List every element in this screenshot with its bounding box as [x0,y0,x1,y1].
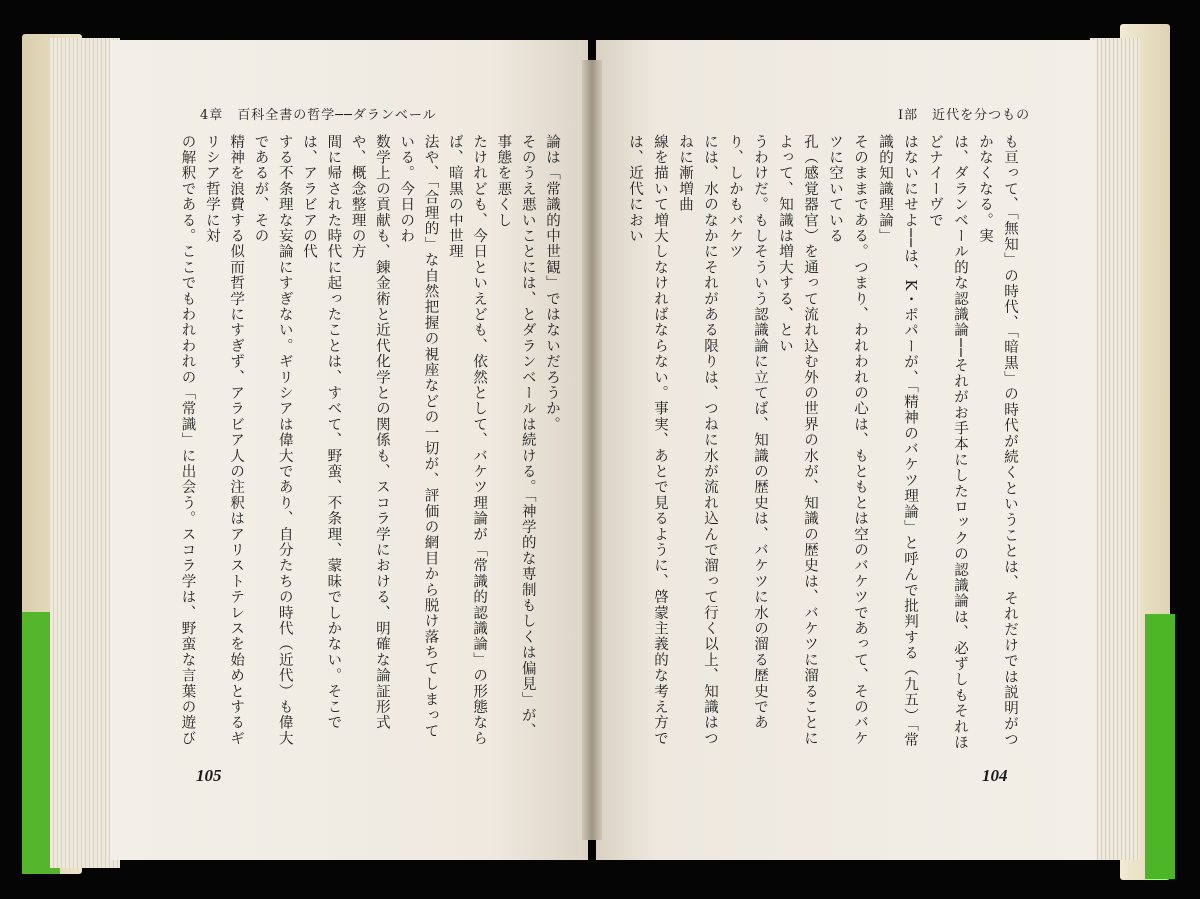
text-line: も亘って、「無知」の時代、「暗黒」の時代が続くということは、それだけでは説明がつかなくなる。実 [977,134,1018,748]
book-cover-green-band-right [1145,614,1175,879]
running-head-right: I部 近代を分つもの [898,108,1031,123]
text-line: 間に帰された時代に起ったことは、すべて、野蛮、不条理、蒙昧でしかない。そこでは、アラビアの代 [301,134,342,731]
text-line: そのままである。つまり、われわれの心は、もともとは空のバケツであって、そのバケツに空いている [827,134,868,747]
text-line: そのうえ悪いことには、とダランベールは続ける。「神学的な専制もしくは偏見」が、事態を悪くし [495,134,536,740]
text-line: の解釈である。ここでもわれわれの「常識」に出会う。スコラ学は、野蛮な言葉の遊び [179,134,196,747]
running-head-left: 4章 百科全書の哲学──ダランベール [200,108,437,123]
book-gutter [582,60,602,840]
text-line: 線を描いて増大しなければならない。事実、あとで見るように、啓蒙主義的な考え方では、近代におい [627,134,668,747]
text-line: たけれども、今日といえども、依然として、バケツ理論が「常識的認識論」の形態ならば、暗黒の中世理 [446,134,488,747]
page-edges-right [1090,38,1140,860]
text-line: うわけだ。もしそういう認識論に立てば、知識の歴史は、バケツに水の溜る歴史であり、しかもバケツ [727,134,768,731]
text-line: 数学上の貢献も、錬金術と近代化学との関係も、スコラ学における、明確な論証形式や、概念整理の方 [349,134,390,731]
text-line: には、水のなかにそれがある限りは、つねに水が流れ込んで溜って行く以上、知識はつねに漸増曲 [677,134,718,747]
right-page-body-text [622,134,1022,754]
page-number-left: 105 [196,766,222,785]
left-page-body-text [176,134,564,754]
text-line: は、ダランベール的な認識論──それがお手本にしたロックの認識論は、必ずしもそれほどナイーヴで [927,134,968,751]
text-line: はないにせよ──は、K・ポパーが、「精神のバケツ理論」と呼んで批判する（九五）「常識的知識理論」 [877,134,918,748]
text-line: 精神を浪費する似而哲学にすぎず、アラビア人の注釈はアリストテレスを始めとするギリシア哲学に対 [203,134,245,747]
text-line: 孔（感覚器官）を通って流れ込む外の世界の水が、知識の歴史は、バケツに溜ることによって、知識は増大する、とい [777,134,818,747]
text-line: 論は「常識的中世観」ではないだろうか。 [544,134,560,433]
text-line: する不条理な妄論にすぎない。ギリシアは偉大であり、自分たちの時代（近代）も偉大であるが、その [252,134,293,747]
page-number-right: 104 [982,766,1008,785]
text-line: 法や、「合理的」な自然把握の視座などの一切が、評価の網目から脱け落ちてしまっている。今日のわ [398,134,439,740]
